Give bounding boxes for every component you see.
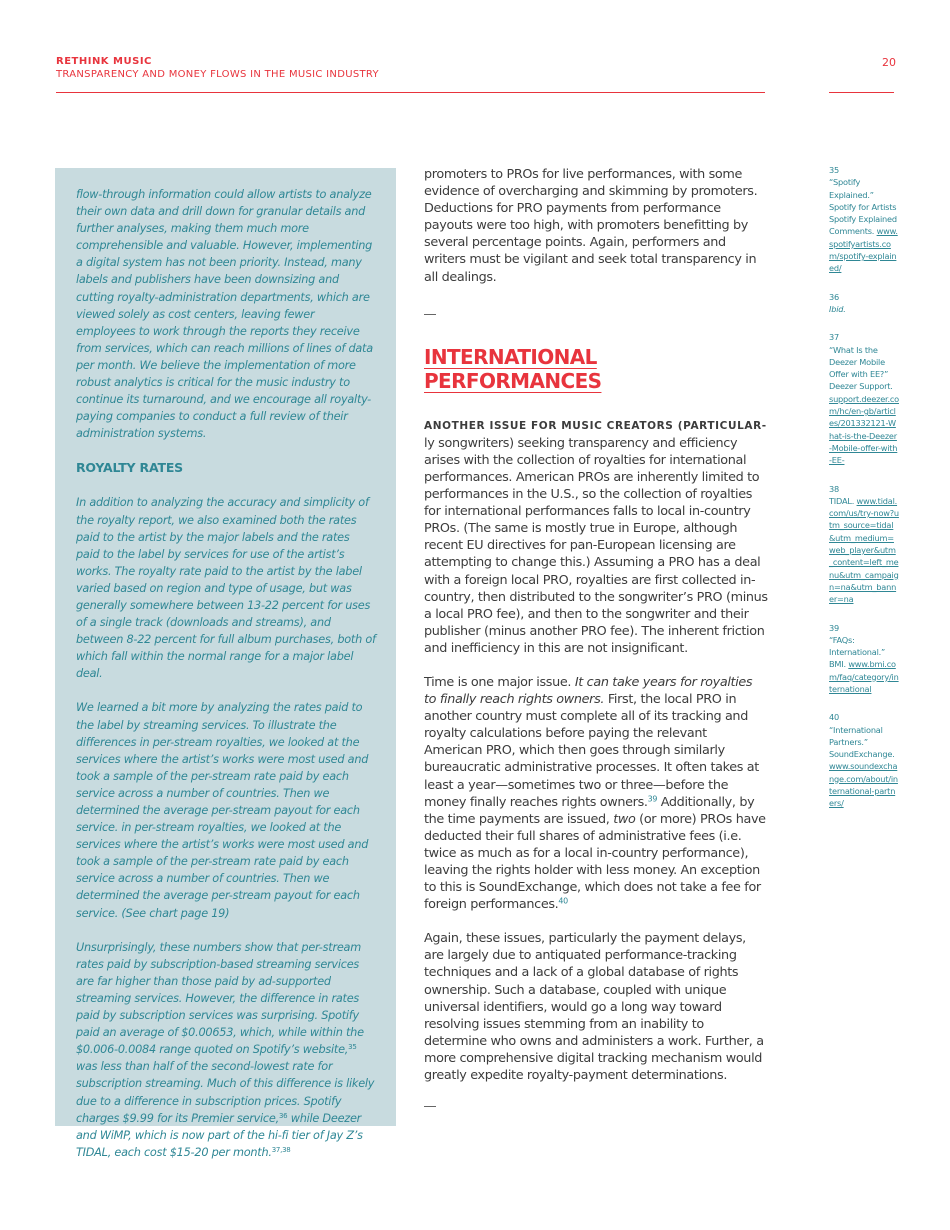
- footnote-ref[interactable]: 39: [647, 794, 658, 804]
- body-paragraph: promoters to PROs for live performances, with some evidence of overcharging and skimming by promoters. Deductions for PRO payments from performance payouts were too high, with promoters benefitting by several percentage points. Again, performers and writers must be vigilant and seek total transparency in all dealings.: [424, 167, 758, 285]
- footnote-40: [829, 711, 899, 809]
- footnote-text: [829, 724, 899, 810]
- footnote-text: Ibid.: [829, 303, 846, 314]
- text-run: TIDAL.: [829, 495, 857, 506]
- footnote-link[interactable]: www.tidal.com/us/try-now?utm_source=tidal&utm_medium=web_player&utm_content=left_menu&utm_campaign=na&utm_banner=na: [829, 495, 899, 605]
- text-run: Time is one major issue.: [424, 674, 575, 690]
- footnote-35: [829, 164, 899, 275]
- footnote-link[interactable]: support.deezer.com/hc/en-gb/articles/201332121-What-is-the-Deezer-Mobile-offer-with-EE-: [829, 393, 899, 466]
- footnote-36: [829, 291, 899, 316]
- footnote-text: [829, 634, 899, 695]
- footnote-link[interactable]: www.soundexchange.com/about/international-partners/: [829, 761, 898, 809]
- emphasis: two: [613, 811, 636, 827]
- text-run: Unsurprisingly, these numbers show that per-stream rates paid by subscription-based streaming services are far higher than those paid by ad-supported streaming services. However, the difference in rates paid by subscription services was surprising. Spotify paid an average of $0.00653, which, while within the $0.006-0.0084 range quoted on Spotify’s website,: [76, 940, 364, 1057]
- sidebar-paragraph: flow-through information could allow artists to analyze their own data and drill down for granular details and further analyses, making them much more comprehensible and valuable. However, implementing a digital system has not been priority. Instead, many labels and publishers have been downsizing and cutting royalty-administration departments, which are viewed solely as cost centers, leaving fewer employees to work through the reports they receive from services, which can reach millions of lines of data per month. We believe the implementation of more robust analytics is critical for the music industry to continue its turnaround, and we encourage all royalty-paying companies to conduct a full review of their administration systems.: [76, 188, 373, 441]
- main-column: [424, 166, 768, 1137]
- page-number: 20: [882, 56, 896, 69]
- text-run: “FAQs: International.” BMI.: [829, 634, 886, 670]
- footnote-ref[interactable]: 35: [348, 1043, 357, 1052]
- footnote-38: [829, 483, 899, 606]
- footnote-number: 36: [829, 291, 840, 302]
- footnote-ref[interactable]: 36: [278, 1111, 288, 1120]
- footnote-39: [829, 622, 899, 696]
- footnote-text: [829, 495, 899, 606]
- footnote-number: 35: [829, 165, 840, 175]
- footnote-link[interactable]: www.bmi.com/faq/category/international: [829, 659, 899, 694]
- footnote-ref[interactable]: 37,38: [271, 1145, 291, 1154]
- lead-in: ANOTHER ISSUE FOR MUSIC CREATORS (PARTICULAR-: [424, 419, 767, 432]
- end-divider: [424, 1106, 436, 1107]
- report-subtitle: TRANSPARENCY AND MONEY FLOWS IN THE MUSIC INDUSTRY: [56, 69, 379, 80]
- sidebar-paragraph: [76, 939, 376, 1161]
- body-paragraph: [424, 674, 768, 913]
- notes-header-rule: [829, 92, 894, 93]
- section-divider: [424, 314, 436, 315]
- emphasis: It can take years for royalties to finally reach rights owners.: [424, 674, 753, 708]
- text-run: Additionally, by the time payments are issued,: [424, 794, 755, 827]
- sidebar-box: [55, 168, 396, 1159]
- sidebar-paragraph: We learned a bit more by analyzing the rates paid to the label by streaming services. To illustrate the differences in per-stream royalties, we looked at the services where the artist’s works were most used and took a sample of the per-stream rate paid by each service across a number of countries. Then we determined the average per-stream payout for each service. in per-stream royalties, we looked at the services where the artist’s works were most used and took a sample of the per-stream rate paid by each service across a number of countries. Then we determined the average per-stream payout for each service. (See chart page 19): [76, 701, 369, 920]
- footnote-text: [829, 176, 899, 274]
- footnote-ref[interactable]: 40: [558, 896, 568, 906]
- header-rule: [56, 92, 765, 93]
- sidebar-heading: ROYALTY RATES: [76, 460, 183, 476]
- footnote-number: 40: [829, 712, 840, 723]
- text-run: “What Is the Deezer Mobile Offer with EE?” Deezer Support.: [829, 344, 893, 392]
- text-run: was less than half of the second-lowest rate for subscription streaming. Much of this difference is likely due to a difference in subscription prices. Spotify charges $9.99 for its Premier service,: [76, 1060, 375, 1125]
- text-run: First, the local PRO in another country must complete all of its tracking and royalty calculations before paying the relevant American PRO, which then goes through similarly bureaucratic administrative processes. It often takes at least a year—sometimes two or three—before the money finally reaches rights owners.: [424, 692, 759, 810]
- body-paragraph: [424, 417, 768, 657]
- footnote-37: [829, 331, 899, 466]
- footnotes-column: [829, 164, 899, 826]
- footnote-number: 38: [829, 483, 840, 494]
- report-brand: RETHINK MUSIC: [56, 56, 152, 67]
- text-run: (or more) PROs have deducted their full shares of administrative fees (i.e. twice as much as for a local in-country performance), leaving the rights holder with less money. An exception to this is SoundExchange, which does not take a fee for foreign performances.: [424, 811, 766, 913]
- text-run: ly songwriters) seeking transparency and efficiency arises with the collection of royalties for international performances. American PROs are inherently limited to performances in the U.S., so the collection of royalties for international performances falls to local in-country PROs. (The same is mostly true in Europe, although recent EU directives for pan-European licensing are attempting to change this.) Assuming a PRO has a deal with a foreign local PRO, royalties are first collected in-country, then distributed to the songwriter’s PRO (minus a local PRO fee), and then to the songwriter and their publisher (minus another PRO fee). The inherent friction and inefficiency in this are not insignificant.: [424, 435, 768, 656]
- footnote-number: 39: [829, 622, 840, 633]
- footnote-text: [829, 344, 899, 467]
- footnote-link[interactable]: www.spotifyartists.com/spotify-explained/: [829, 226, 898, 274]
- text-run: “International Partners.” SoundExchange.: [829, 724, 895, 760]
- body-paragraph: Again, these issues, particularly the payment delays, are largely due to antiquated performance-tracking techniques and a lack of a global database of rights ownership. Such a database, coupled with unique universal identifiers, would go a long way toward resolving issues stemming from an inability to determine who owns and administers a work. Further, a more comprehensive digital tracking mechanism would greatly expedite royalty-payment determinations.: [424, 931, 764, 1084]
- footnote-number: 37: [829, 332, 840, 343]
- sidebar-paragraph: In addition to analyzing the accuracy and simplicity of the royalty report, we also examined both the rates paid to the artist by the major labels and the rates paid to the label by services for use of the artist’s works. The royalty rate paid to the artist by the label varied based on region and type of usage, but was generally somewhere between 13-22 percent for uses of a single track (downloads and streams), and between 8-22 percent for full album purchases, both of which fall within the normal range for a major label deal.: [76, 496, 376, 681]
- text-run: while Deezer and WiMP, which is now part of the hi-fi tier of Jay Z’s TIDAL, each cost $15-20 per month.: [76, 1111, 363, 1159]
- section-title: INTERNATIONAL PERFORMANCES: [424, 344, 602, 393]
- text-run: “Spotify Explained.” Spotify for Artists Spotify Explained Comments.: [829, 177, 897, 237]
